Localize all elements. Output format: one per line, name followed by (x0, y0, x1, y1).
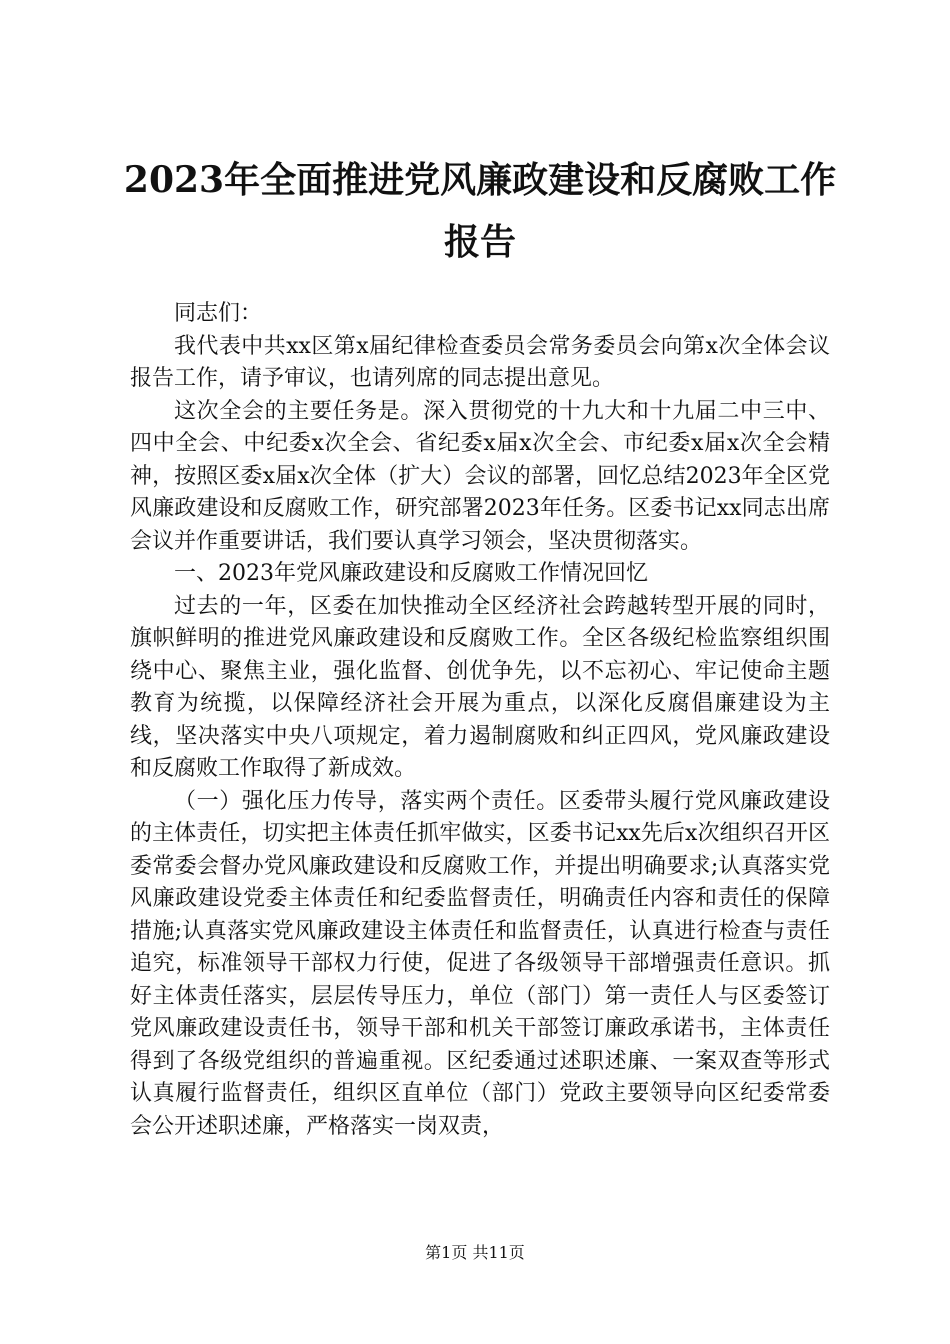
section-heading-1: 一、2023年党风廉政建设和反腐败工作情况回忆 (174, 561, 648, 586)
paragraph-subsection-1: （一）强化压力传导，落实两个责任。区委带头履行党风廉政建设的主体责任，切实把主体责任抓牢做实，区委书记xx先后x次组织召开区委常委会督办党风廉政建设和反腐败工作，并提出明确要求;认真落实党风廉政建设党委主体责任和纪委监督责任，明确责任内容和责任的保障措施;认真落实党风廉政建设主体责任和监督责任，认真进行检查与责任追究，标准领导干部权力行使，促进了各级领导干部增强责任意识。抓好主体责任落实，层层传导压力，单位（部门）第一责任人与区委签订党风廉政建设责任书，领导干部和机关干部签订廉政承诺书，主体责任得到了各级党组织的普遍重视。区纪委通过述职述廉、一案双查等形式认真履行监督责任，组织区直单位（部门）党政主要领导向区纪委常委会公开述职述廉，严格落实一岗双责， (130, 788, 830, 1139)
salutation: 同志们： (174, 301, 263, 326)
document-body (130, 298, 830, 1143)
paragraph-main-tasks: 这次全会的主要任务是。深入贯彻党的十九大和十九届二中三中、四中全会、中纪委x次全会、省纪委x届x次全会、市纪委x届x次全会精神，按照区委x届x次全体（扩大）会议的部署，回忆总结2023年全区党风廉政建设和反腐败工作，研究部署2023年任务。区委书记xx同志出席会议并作重要讲话，我们要认真学习领会，坚决贯彻落实。 (130, 398, 830, 554)
document-title-line-2: 报告 (443, 221, 516, 263)
paragraph-review: 过去的一年，区委在加快推动全区经济社会跨越转型开展的同时，旗帜鲜明的推进党风廉政建设和反腐败工作。全区各级纪检监察组织围绕中心、聚焦主业，强化监督、创优争先，以不忘初心、牢记使命主题教育为统揽，以保障经济社会开展为重点，以深化反腐倡廉建设为主线，坚决落实中央八项规定，着力遏制腐败和纠正四风，党风廉政建设和反腐败工作取得了新成效。 (130, 593, 830, 781)
page-number-footer: 第1页 共11页 (425, 1243, 525, 1262)
document-title-line-1: 2023年全面推进党风廉政建设和反腐败工作 (123, 159, 837, 201)
paragraph-intro: 我代表中共xx区第x届纪律检查委员会常务委员会向第x次全体会议报告工作，请予审议，也请列席的同志提出意见。 (130, 333, 830, 391)
